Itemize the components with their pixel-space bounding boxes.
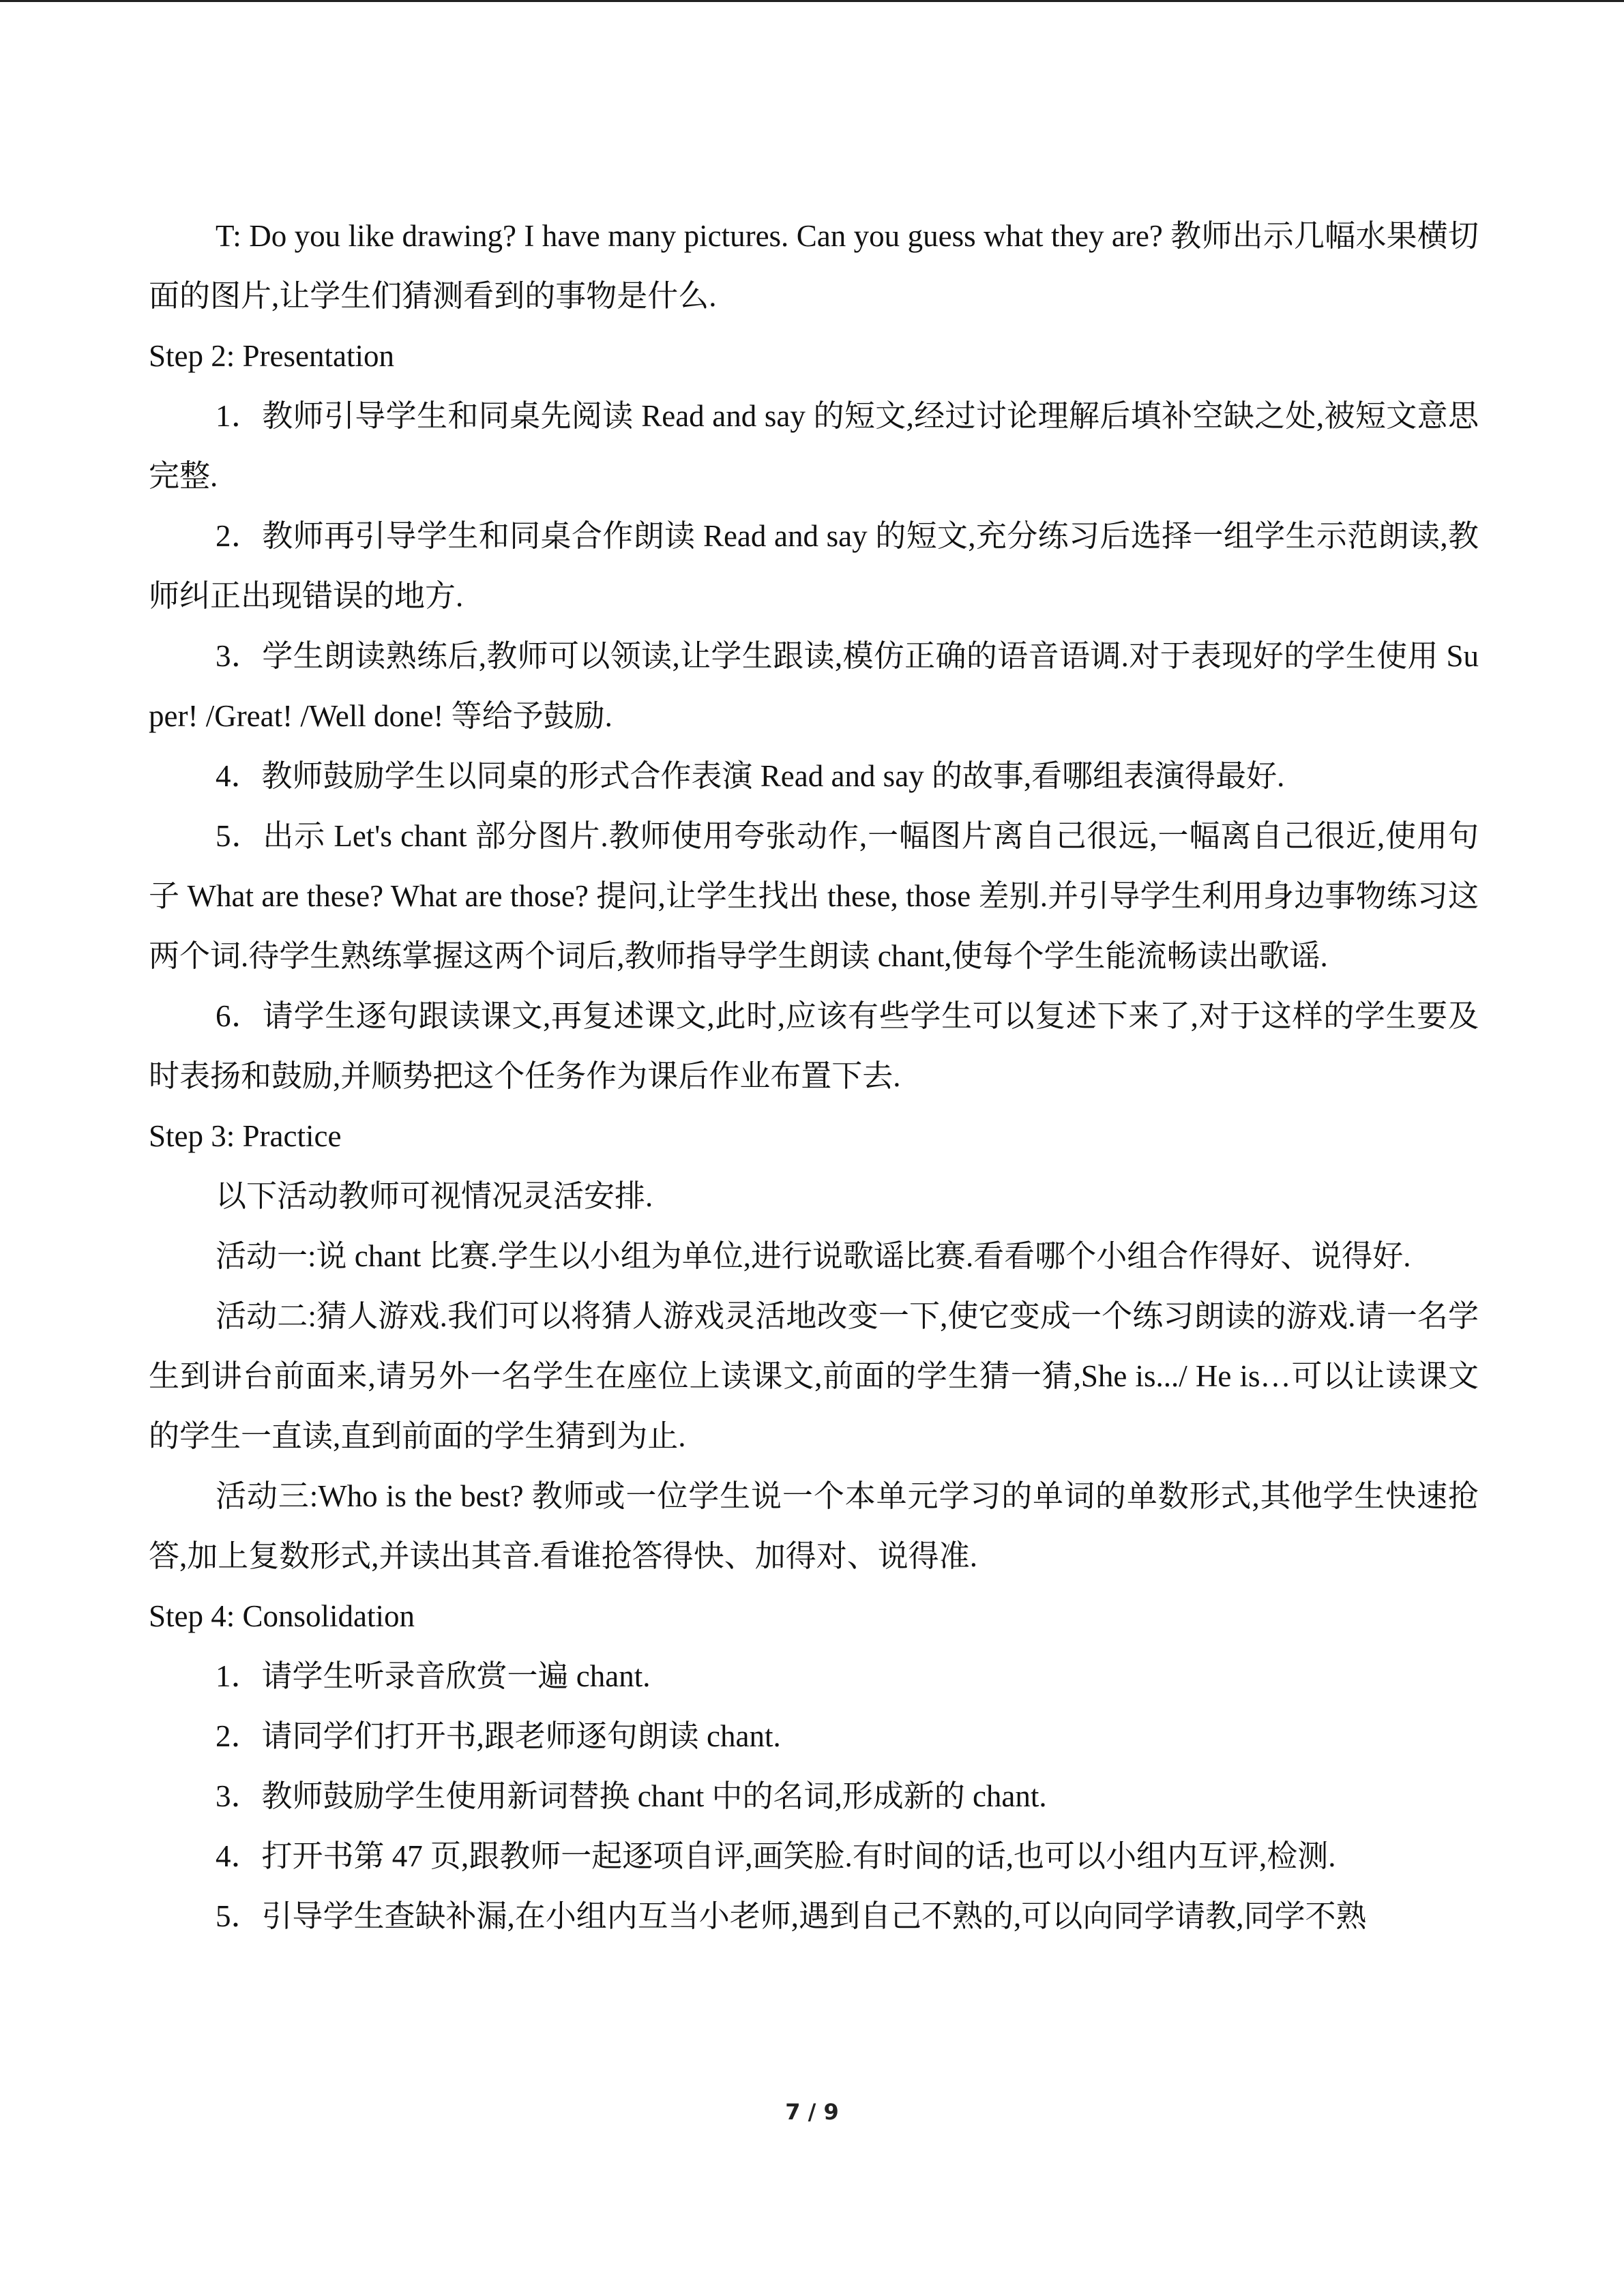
step-4-item-2: 2．请同学们打开书,跟老师逐句朗读 chant. bbox=[216, 1719, 781, 1753]
step-4-heading: Step 4: Consolidation bbox=[149, 1599, 415, 1633]
page-number: 7 / 9 bbox=[785, 2099, 839, 2125]
step-3-activity-2: 活动二:猜人游戏.我们可以将猜人游戏灵活地改变一下,使它变成一个练习朗读的游戏.请一名学生到讲台前面来,请另外一名学生在座位上读课文,前面的学生猜一猜,She is.../ He is…可以让读课文的学生一直读,直到前面的学生猜到为止. bbox=[149, 1299, 1479, 1453]
step-2-item-4: 4．教师鼓励学生以同桌的形式合作表演 Read and say 的故事,看哪组表演得最好. bbox=[216, 759, 1285, 793]
step-3-heading: Step 3: Practice bbox=[149, 1119, 342, 1153]
step-4-item-5: 5．引导学生查缺补漏,在小组内互当小老师,遇到自己不熟的,可以向同学请教,同学不熟 bbox=[216, 1899, 1367, 1933]
step-2-heading: Step 2: Presentation bbox=[149, 339, 394, 373]
intro-paragraph: T: Do you like drawing? I have many pictures. Can you guess what they are? 教师出示几幅水果横切面的图片,让学生们猜测看到的事物是什么. bbox=[149, 219, 1479, 313]
step-3-intro: 以下活动教师可视情况灵活安排. bbox=[216, 1179, 653, 1213]
top-border-line bbox=[0, 0, 1624, 2]
step-4-item-1: 1．请学生听录音欣赏一遍 chant. bbox=[216, 1659, 651, 1693]
document-body bbox=[149, 206, 1479, 1946]
step-4-item-4: 4．打开书第 47 页,跟教师一起逐项自评,画笑脸.有时间的话,也可以小组内互评,检测. bbox=[216, 1839, 1336, 1873]
step-3-activity-1: 活动一:说 chant 比赛.学生以小组为单位,进行说歌谣比赛.看看哪个小组合作得好、说得好. bbox=[216, 1239, 1411, 1273]
step-2-item-6: 6．请学生逐句跟读课文,再复述课文,此时,应该有些学生可以复述下来了,对于这样的学生要及时表扬和鼓励,并顺势把这个任务作为课后作业布置下去. bbox=[149, 999, 1479, 1093]
step-3-activity-3: 活动三:Who is the best? 教师或一位学生说一个本单元学习的单词的单数形式,其他学生快速抢答,加上复数形式,并读出其音.看谁抢答得快、加得对、说得准. bbox=[149, 1479, 1479, 1573]
step-4-item-3: 3．教师鼓励学生使用新词替换 chant 中的名词,形成新的 chant. bbox=[216, 1779, 1047, 1813]
step-2-item-2: 2．教师再引导学生和同桌合作朗读 Read and say 的短文,充分练习后选择一组学生示范朗读,教师纠正出现错误的地方. bbox=[149, 519, 1479, 613]
step-2-item-5: 5．出示 Let's chant 部分图片.教师使用夸张动作,一幅图片离自己很远,一幅离自己很近,使用句子 What are these? What are those? 提问,让学生找出 these, those 差别.并引导学生利用身边事物练习这两个词.待学生熟练掌握这两个词后,教师指导学生朗读 chant,使每个学生能流畅读出歌谣. bbox=[149, 819, 1479, 973]
step-2-item-1: 1．教师引导学生和同桌先阅读 Read and say 的短文,经过讨论理解后填补空缺之处,被短文意思完整. bbox=[149, 399, 1479, 493]
step-2-item-3: 3．学生朗读熟练后,教师可以领读,让学生跟读,模仿正确的语音语调.对于表现好的学生使用 Super! /Great! /Well done! 等给予鼓励. bbox=[149, 639, 1479, 733]
